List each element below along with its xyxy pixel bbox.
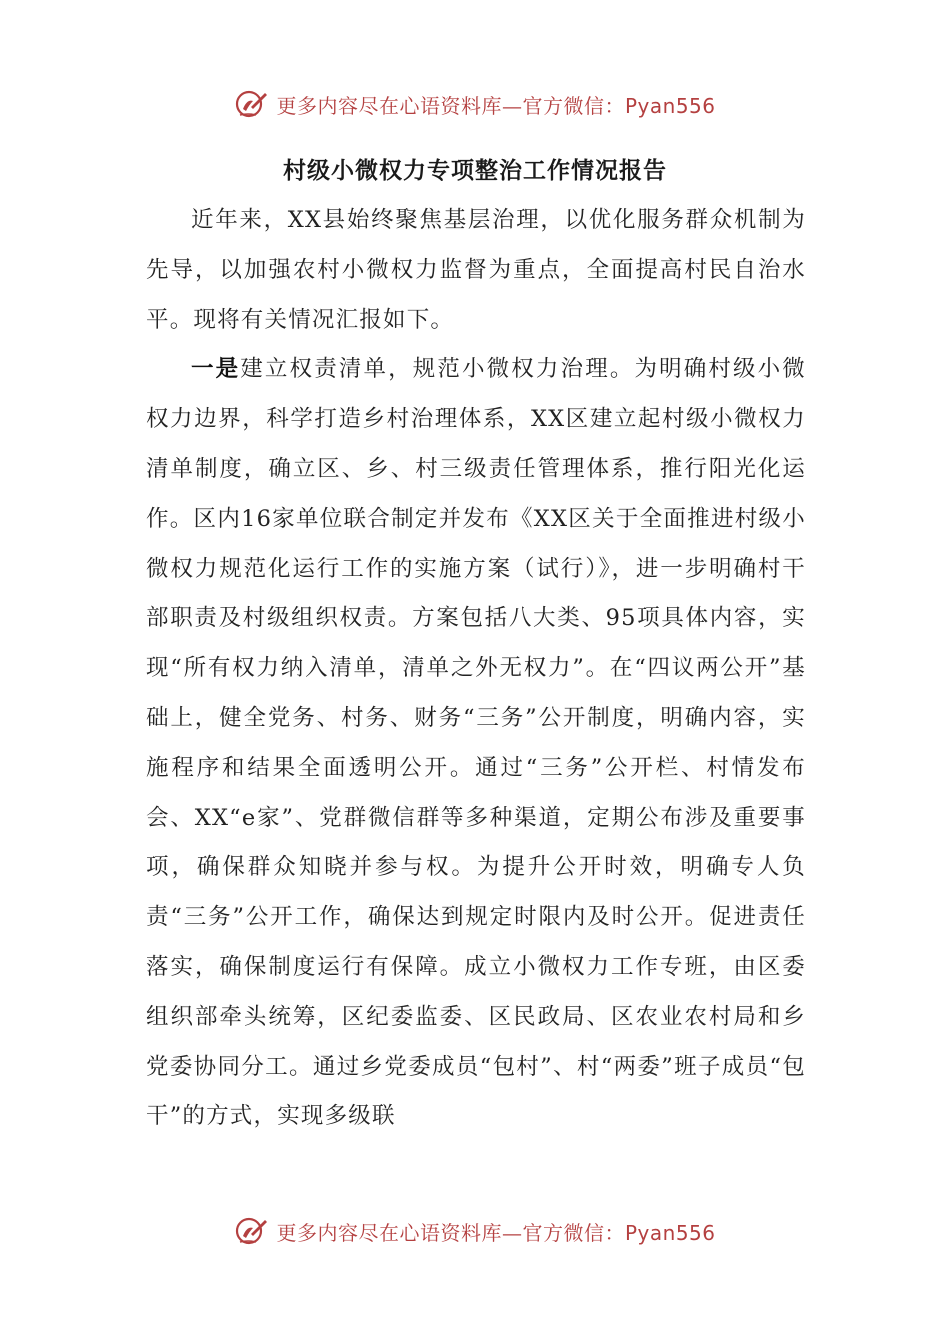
pen-logo-icon bbox=[234, 1214, 268, 1248]
watermark-text: 更多内容尽在心语资料库—官方微信： bbox=[276, 1220, 625, 1245]
section-1-body: 建立权责清单，规范小微权力治理。为明确村级小微权力边界，科学打造乡村治理体系，XX区建立起村级小微权力清单制度，确立区、乡、村三级责任管理体系，推行阳光化运作。区内16家单位联合制定并发布《XX区关于全面推进村级小微权力规范化运行工作的实施方案（试行）》，进一步明确村干部职责及村级组织权责。方案包括八大类、95项具体内容，实现“所有权力纳入清单，清单之外无权力”。在“四议两公开”基础上，健全党务、村务、财务“三务”公开制度，明确内容，实施程序和结果全面透明公开。通过“三务”公开栏、村情发布会、XX“e家”、党群微信群等多种渠道，定期公布涉及重要事项，确保群众知晓并参与权。为提升公开时效，明确专人负责“三务”公开工作，确保达到规定时限内及时公开。促进责任落实，确保制度运行有保障。成立小微权力工作专班，由区委组织部牵头统筹，区纪委监委、区民政局、区农业农村局和乡党委协同分工。通过乡党委成员“包村”、村“两委”班子成员“包干”的方式，实现多级联 bbox=[146, 356, 806, 1130]
section-1-paragraph bbox=[146, 345, 806, 1142]
watermark-header bbox=[0, 84, 950, 124]
section-1-lead: 一是 bbox=[191, 356, 241, 383]
watermark-text: 更多内容尽在心语资料库—官方微信： bbox=[276, 93, 625, 118]
watermark-wechat-id: Pyan556 bbox=[624, 93, 716, 118]
pen-logo-icon bbox=[234, 87, 268, 121]
intro-paragraph: 近年来，XX县始终聚焦基层治理，以优化服务群众机制为先导，以加强农村小微权力监督为重点，全面提高村民自治水平。现将有关情况汇报如下。 bbox=[146, 207, 806, 333]
document-body bbox=[146, 196, 806, 1142]
watermark-footer bbox=[0, 1211, 950, 1251]
watermark-wechat-id: Pyan556 bbox=[624, 1220, 716, 1245]
document-title: 村级小微权力专项整治工作情况报告 bbox=[283, 157, 667, 184]
